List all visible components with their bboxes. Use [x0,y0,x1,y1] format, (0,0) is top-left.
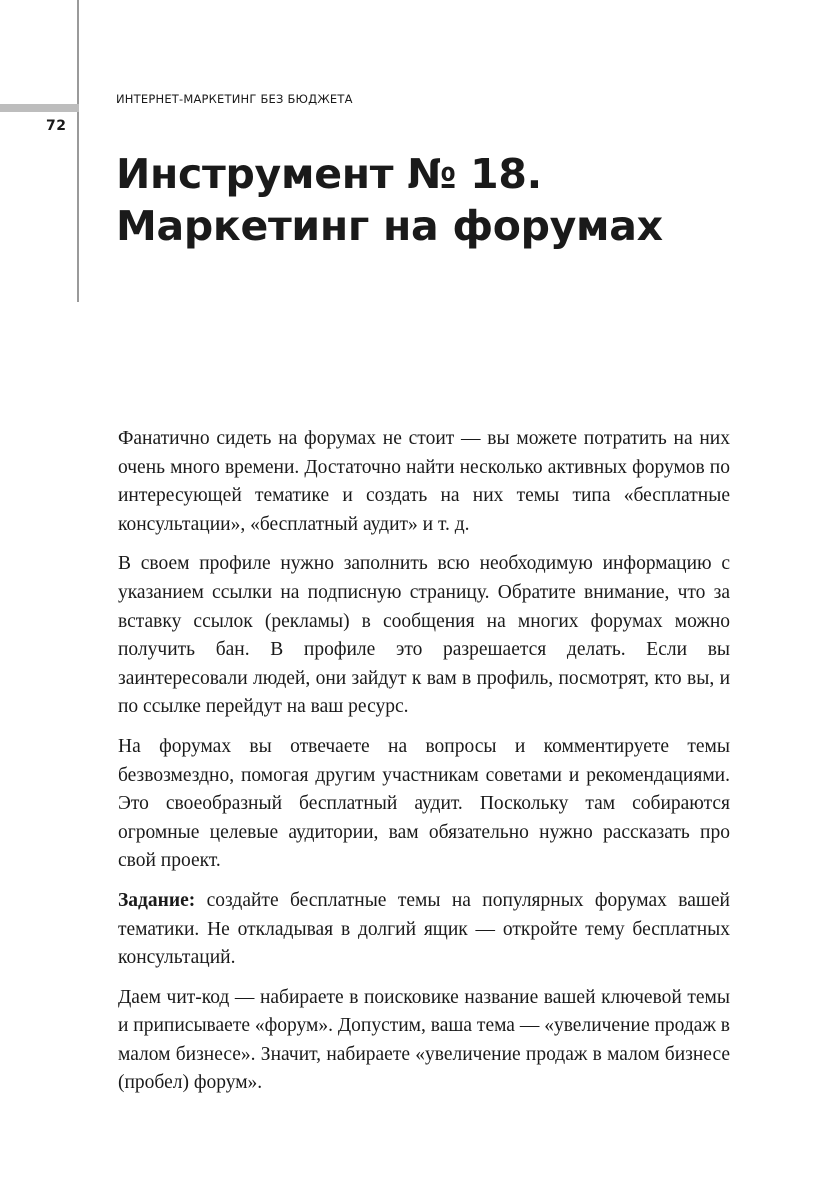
margin-rule-vertical [77,0,79,302]
task-text: создайте бесплатные темы на популярных форумах вашей тематики. Не откладывая в долгий ящик — откройте тему бесплатных консультаций. [118,889,730,969]
running-header: ИНТЕРНЕТ-МАРКЕТИНГ БЕЗ БЮДЖЕТА [116,92,353,106]
page-number: 72 [46,118,67,134]
paragraph-task [118,887,730,973]
paragraph-cheat-code: Даем чит-код — набираете в поисковике название вашей ключевой темы и приписываете «форум». Допустим, ваша тема — «увеличение продаж в малом бизнесе». Значит, набираете «увеличение продаж в малом бизнесе (пробел) форум». [118,986,730,1094]
body-text [118,425,730,1109]
chapter-title [116,148,663,252]
chapter-title-line-2: Маркетинг на форумах [116,202,663,250]
paragraph-profile: В своем профиле нужно заполнить всю необходимую информацию с указанием ссылки на подписную страницу. Обратите внимание, что за вставку ссылок (рекламы) в сообщения на многих форумах можно получить бан. В профиле это разрешается делать. Если вы заинтересовали людей, они зайдут к вам в профиль, посмотрят, кто вы, и по ссылке перейдут на ваш ресурс. [118,553,730,718]
paragraph-intro: Фанатично сидеть на форумах не стоит — вы можете потратить на них очень много времени. Достаточно найти несколько активных форумов по интересующей тематике и создать на них темы типа «бесплатные консультации», «бесплатный аудит» и т. д. [118,428,730,535]
task-label: Задание: [118,889,196,911]
chapter-title-line-1: Инструмент № 18. [116,150,542,198]
margin-rule-horizontal [0,104,79,112]
paragraph-answers: На форумах вы отвечаете на вопросы и комментируете темы безвозмездно, помогая другим участникам советами и рекомендациями. Это своеобразный бесплатный аудит. Поскольку там собираются огромные целевые аудитории, вам обязательно нужно рассказать про свой проект. [118,735,730,872]
